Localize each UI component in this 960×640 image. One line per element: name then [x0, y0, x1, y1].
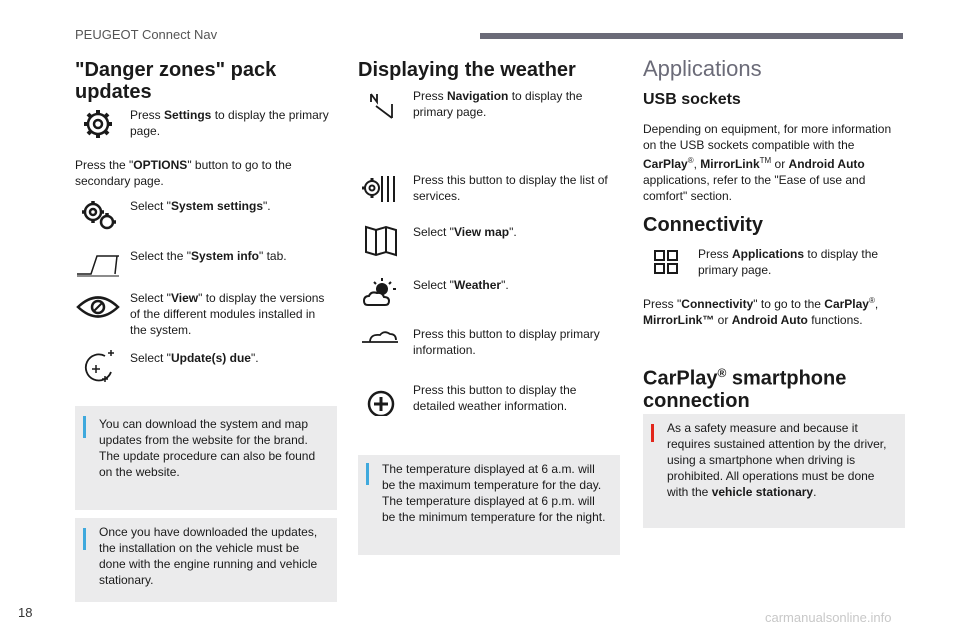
step-text: Press Applications to display the primary page.: [698, 247, 879, 277]
section-title-applications: Applications: [643, 56, 762, 81]
options-paragraph: Press the "OPTIONS" button to go to the secondary page.: [75, 158, 292, 188]
step-text: Select "System settings".: [130, 199, 271, 213]
cloud-icon: [358, 326, 404, 360]
dual-gear-icon: [75, 198, 121, 232]
step-text: Press Navigation to display the primary page.: [413, 89, 583, 119]
header-bar: [480, 33, 903, 39]
gear-icon: [75, 107, 121, 141]
map-icon: [358, 224, 404, 258]
tab-icon: [75, 248, 121, 282]
info-bar: [366, 463, 369, 485]
weather-icon: [358, 277, 404, 311]
step-text: Select "Weather".: [413, 278, 509, 292]
step-text: Press Settings to display the primary page.: [130, 108, 329, 138]
footer-watermark: carmanualsonline.info: [765, 610, 892, 625]
section-title-usb: USB sockets: [643, 91, 741, 108]
services-icon: [358, 172, 404, 206]
note-text: Once you have downloaded the updates, the installation on the vehicle must be done with the engine running and vehicle stationary.: [99, 525, 318, 587]
step-text: Press this button to display the detailed weather information.: [413, 383, 577, 413]
navigation-arrow-icon: [358, 88, 404, 122]
warning-note-smartphone: [643, 414, 905, 528]
section-title-connectivity: Connectivity: [643, 214, 764, 236]
info-note-download: [75, 406, 337, 510]
step-text: Select "View" to display the versions of the different modules installed in the system.: [130, 291, 325, 337]
info-note-temperature: [358, 455, 620, 555]
apps-grid-icon: [643, 246, 689, 280]
step-text: Select the "System info" tab.: [130, 249, 287, 263]
update-icon: [75, 350, 121, 384]
info-note-installation: [75, 518, 337, 602]
section-title-carplay: CarPlay® smartphone connection: [643, 366, 847, 412]
usb-paragraph: Depending on equipment, for more information on the USB sockets compatible with the CarPlay®, MirrorLink™ or Android Auto applications, refer to the "Ease of use and comfort" section.: [643, 122, 892, 203]
warning-text: As a safety measure and because it requires sustained attention by the driver, using a smartphone when driving is prohibited. All operations must be done with the vehicle stationary.: [667, 421, 887, 499]
info-bar: [83, 416, 86, 438]
step-text: Press this button to display primary information.: [413, 327, 600, 357]
info-bar: [83, 528, 86, 550]
note-text: The temperature displayed at 6 a.m. will be the maximum temperature for the day. The temperature displayed at 6 p.m. will be the minimum temperature for the night.: [382, 462, 606, 524]
section-title-danger-zones: "Danger zones" pack updates: [75, 59, 277, 103]
header-title: PEUGEOT Connect Nav: [75, 27, 218, 42]
step-text: Select "Update(s) due".: [130, 351, 259, 365]
page-number: 18: [18, 605, 33, 620]
step-text: Select "View map".: [413, 225, 517, 239]
connectivity-paragraph: Press "Connectivity" to go to the CarPlay®, MirrorLink™ or Android Auto functions.: [643, 296, 879, 327]
note-text: You can download the system and map updates from the website for the brand. The update procedure can also be found on the website.: [99, 417, 316, 479]
step-text: Press this button to display the list of services.: [413, 173, 608, 203]
warning-bar: [651, 424, 654, 442]
section-title-weather: Displaying the weather: [358, 59, 576, 81]
plus-circle-icon: [358, 382, 404, 416]
eye-icon: [75, 290, 121, 324]
